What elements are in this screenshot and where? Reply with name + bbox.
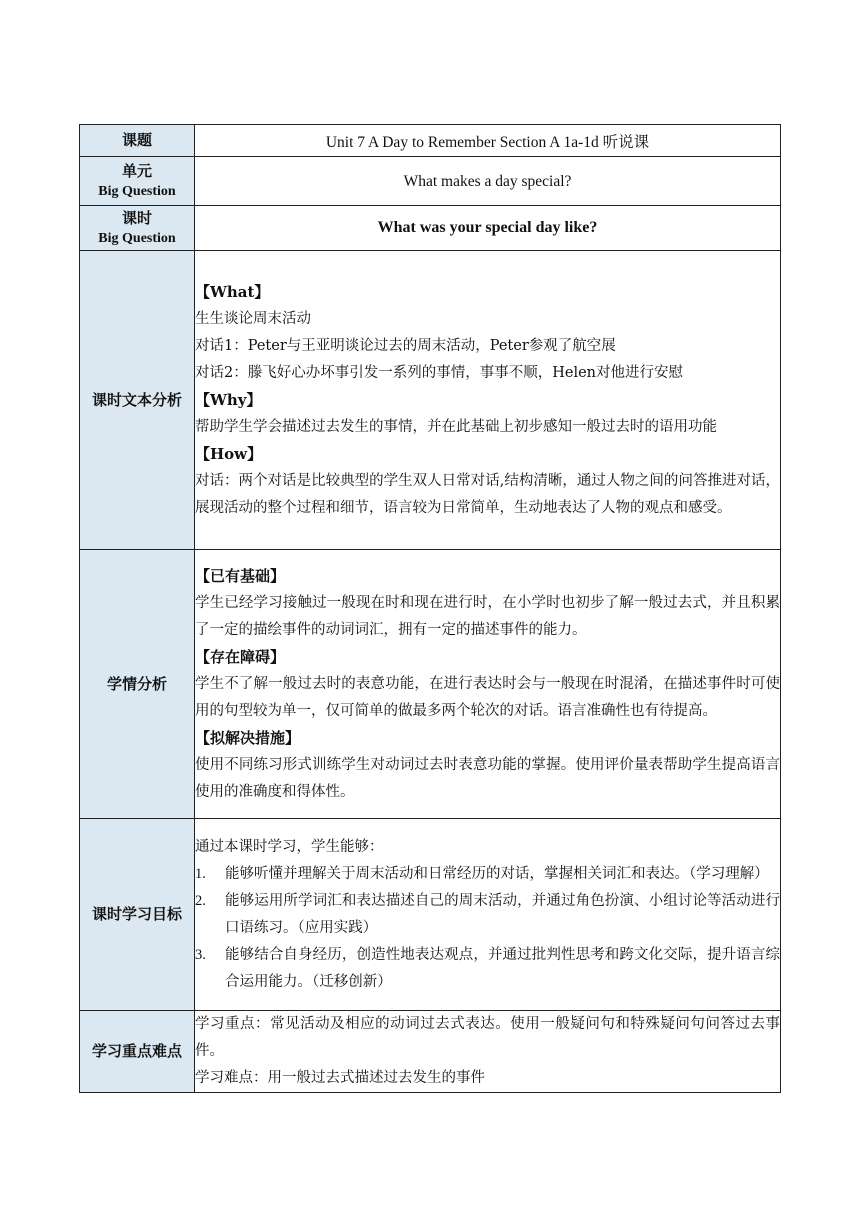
lesson-plan-table	[79, 124, 781, 1093]
obstacle-text: 学生不了解一般过去时的表意功能，在进行表达时会与一般现在时混淆，在描述事件时可使用的句型较为单一，仅可简单的做最多两个轮次的对话。语言准确性也有待提高。	[195, 675, 780, 719]
objective-number: 1.	[195, 865, 206, 882]
topic-text: Unit 7 A Day to Remember Section A 1a-1d 听说课	[325, 133, 650, 151]
solution-text: 使用不同练习形式训练学生对动词过去时表意功能的掌握。使用评价量表帮助学生提高语言使用的准确度和得体性。	[195, 756, 780, 800]
lesson-big-question-row	[80, 206, 781, 251]
basis-text: 学生已经学习接触过一般现在时和现在进行时，在小学时也初步了解一般过去式，并且积累了一定的描绘事件的动词词汇，拥有一定的描述事件的能力。	[195, 594, 780, 638]
topic-label: 课题	[80, 125, 195, 157]
why-heading: 【Why】	[195, 390, 262, 409]
objective-item	[195, 861, 780, 888]
how-heading: 【How】	[195, 444, 263, 463]
unit-label: 单元	[121, 162, 152, 180]
lesson-big-question-value: What was your special day like?	[195, 206, 781, 251]
unit-big-question-text: What makes a day special?	[403, 172, 572, 190]
how-text: 对话：两个对话是比较典型的学生双人日常对话,结构清晰，通过人物之间的问答推进对话，展现活动的整个过程和细节，语言较为日常简单，生动地表达了人物的观点和感受。	[195, 472, 780, 516]
objectives-list	[195, 861, 780, 996]
what-heading: 【What】	[195, 282, 270, 301]
text-analysis-row	[80, 251, 781, 550]
objectives-intro: 通过本课时学习，学生能够：	[195, 838, 384, 855]
key-points-content	[195, 1011, 781, 1093]
key-points-row	[80, 1011, 781, 1093]
text-analysis-label: 课时文本分析	[80, 251, 195, 550]
learner-analysis-row	[80, 550, 781, 819]
objectives-row	[80, 819, 781, 1011]
lesson-label: 课时	[121, 209, 152, 227]
objective-number: 3.	[195, 946, 206, 963]
objective-number: 2.	[195, 892, 206, 909]
objective-text: 能够听懂并理解关于周末活动和日常经历的对话，掌握相关词汇和表达。（学习理解）	[225, 865, 769, 882]
key-focus-text: 学习重点：常见活动及相应的动词过去式表达。使用一般疑问句和特殊疑问句问答过去事件。	[195, 1016, 780, 1059]
obstacle-heading: 【存在障碍】	[195, 647, 286, 666]
learner-analysis-label: 学情分析	[80, 550, 195, 819]
key-points-label: 学习重点难点	[80, 1011, 195, 1093]
topic-value	[195, 125, 781, 157]
what-line-2: 对话1：Peter与王亚明谈论过去的周末活动，Peter参观了航空展	[195, 337, 616, 354]
what-line-3: 对话2：滕飞好心办坏事引发一系列的事情，事事不顺，Helen对他进行安慰	[195, 364, 684, 381]
key-difficulty-text: 学习难点：用一般过去式描述过去发生的事件	[195, 1070, 485, 1086]
objective-text: 能够运用所学词汇和表达描述自己的周末活动，并通过角色扮演、小组讨论等活动进行口语练习。（应用实践）	[225, 892, 780, 936]
unit-big-question-label	[80, 157, 195, 206]
solution-heading: 【拟解决措施】	[195, 728, 301, 747]
learner-analysis-content	[195, 550, 781, 819]
what-line-1: 生生谈论周末活动	[195, 310, 311, 327]
objective-item	[195, 942, 780, 996]
lesson-big-question-label	[80, 206, 195, 251]
unit-big-question-row	[80, 157, 781, 206]
objective-item	[195, 888, 780, 942]
objective-text: 能够结合自身经历，创造性地表达观点，并通过批判性思考和跨文化交际，提升语言综合运用能力。（迁移创新）	[225, 946, 780, 990]
basis-heading: 【已有基础】	[195, 566, 286, 585]
objectives-label: 课时学习目标	[80, 819, 195, 1011]
objectives-content	[195, 819, 781, 1011]
unit-big-question-value	[195, 157, 781, 206]
topic-row	[80, 125, 781, 157]
why-text: 帮助学生学会描述过去发生的事情，并在此基础上初步感知一般过去时的语用功能	[195, 418, 717, 435]
unit-bq-label: Big Question	[98, 184, 176, 199]
lesson-bq-label: Big Question	[98, 231, 176, 246]
text-analysis-content	[195, 251, 781, 550]
